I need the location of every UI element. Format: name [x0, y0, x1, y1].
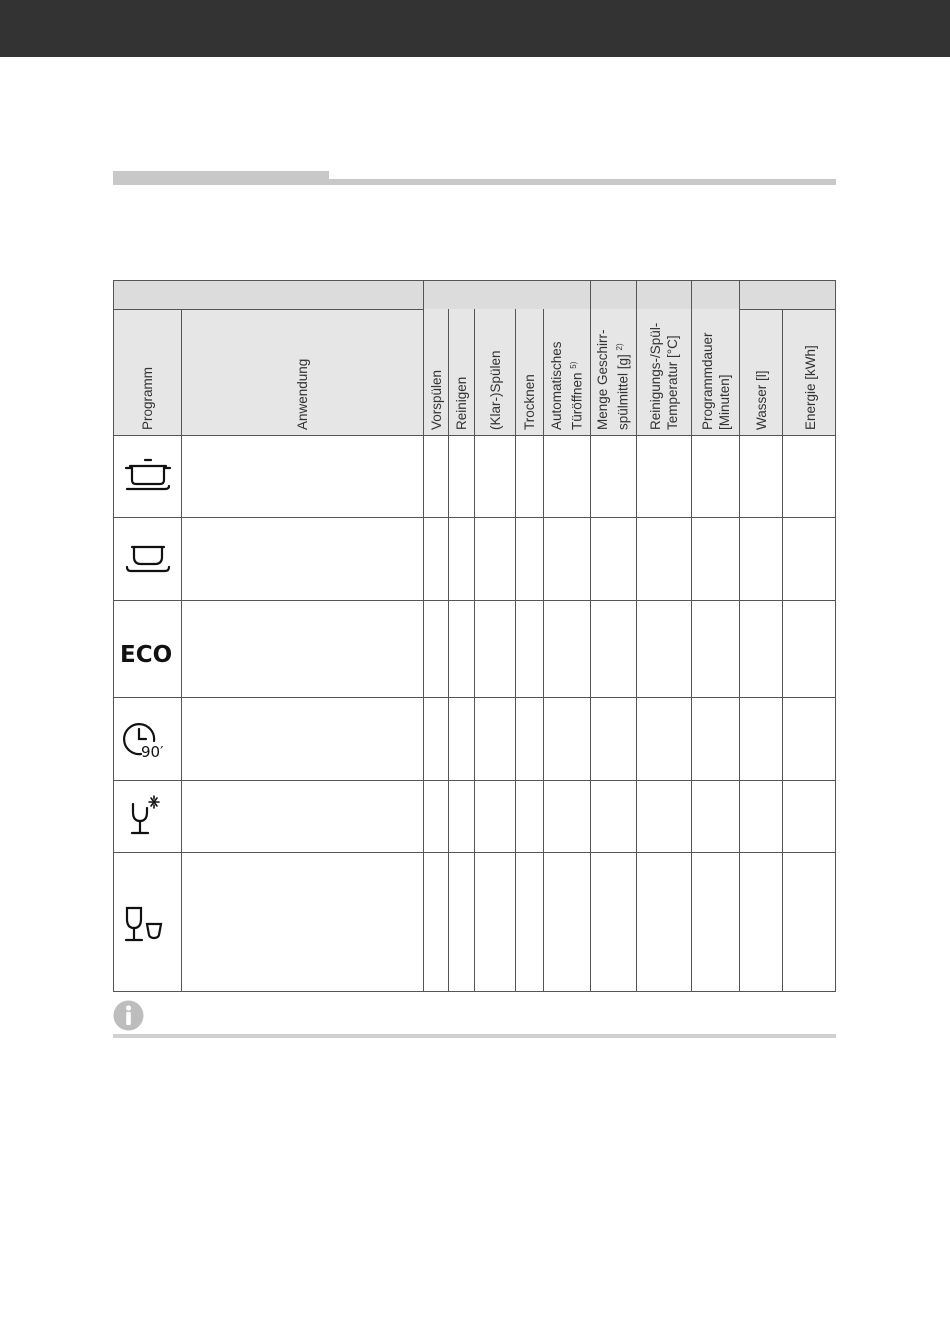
header-trocknen: Trocknen [521, 374, 537, 430]
info-icon [113, 1000, 144, 1031]
bowl-normal-icon [123, 541, 173, 577]
header-reinigen: Reinigen [453, 376, 469, 430]
header-wasser: Wasser [l] [753, 370, 769, 430]
header-klarspuelen: (Klar-)Spülen [487, 350, 503, 430]
header-programmdauer: Programmdauer [Minuten] [700, 332, 732, 430]
header-temperatur: Reinigungs-/Spül- Temperatur [°C] [648, 322, 680, 430]
svg-text:90′: 90′ [141, 743, 164, 761]
top-bar [0, 0, 950, 57]
program-table [113, 280, 836, 992]
clock-90-icon [121, 719, 173, 761]
pot-intensive-icon [123, 457, 173, 497]
glass-sparkle-icon [127, 794, 167, 838]
header-programm: Programm [139, 366, 155, 430]
glass-cup-icon [123, 904, 169, 944]
header-vorspuelen: Vorspülen [428, 369, 444, 430]
svg-text:ECO: ECO [120, 642, 173, 667]
header-menge: Menge Geschirr- spülmittel [g] $^{2)}$ [595, 329, 631, 430]
header-anwendung: Anwendung [294, 358, 310, 430]
footer-rule [113, 1034, 836, 1038]
eco-icon [119, 637, 175, 667]
header-tueroeffnen: Automatisches Türöffnen $^{5)}$ [549, 341, 585, 430]
section-rule-tab [113, 171, 329, 185]
header-energie: Energie [kWh] [802, 345, 818, 430]
